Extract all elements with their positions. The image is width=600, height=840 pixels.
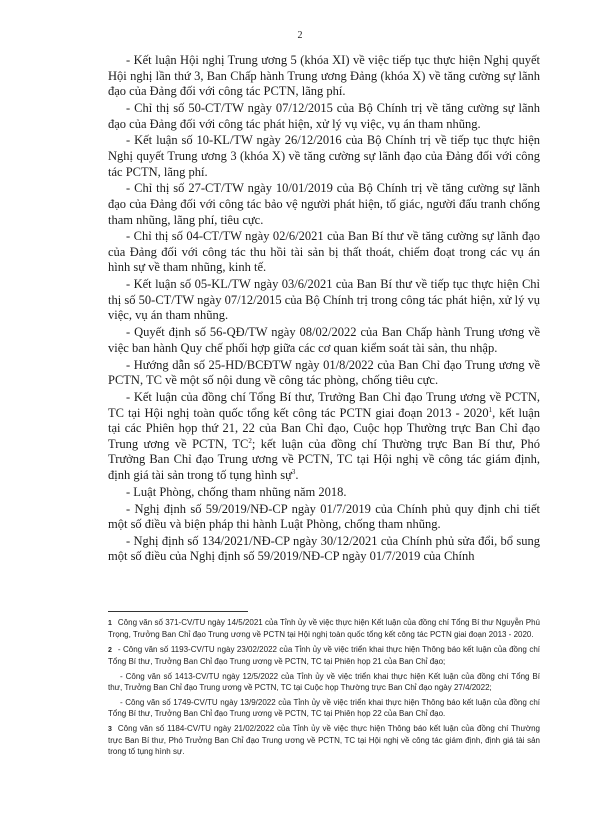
footnote-2 — [108, 644, 540, 667]
footnote-divider — [108, 611, 248, 612]
paragraph-conclusion-tw5: - Kết luận Hội nghị Trung ương 5 (khóa XI) về việc tiếp tục thực hiện Nghị quyết Hội nghị lần thứ 3, Ban Chấp hành Trung ương Đảng (khóa X) về tăng cường sự lãnh đạo của Đảng đối với công tác PCTN, lãng phí. — [108, 53, 540, 99]
footnote-3-text: Công văn số 1184-CV/TU ngày 21/02/2022 của Tỉnh ủy về việc thực hiện Thông báo kết luận của đồng chí Thường trực Ban Bí thư, Phó Trưởng Ban Chỉ đạo Trung ương về PCTN, TC tại Hội nghị về công tác giám định, định giá tài sản trong tố tụng hình sự. — [108, 723, 540, 757]
footnote-ref-1[interactable]: 1 — [488, 405, 493, 414]
footnote-2-sub-2: - Công văn số 1749-CV/TU ngày 13/9/2022 của Tỉnh ủy về việc triển khai thực hiện Thông báo kết luận của đồng chí Tổng Bí thư, Trưởng Ban Chỉ đạo Trung ương về PCTN, TC tại Phiên họp 22 của Ban Chỉ đạo. — [108, 697, 540, 718]
footnote-1 — [108, 617, 540, 640]
conclusion-text-2: , kết luận tại các Phiên họp thứ 21, 22 của Ban Chỉ đạo, Cuộc họp Thường trực Ban Chỉ đạo Trung ương về PCTN, TC — [108, 405, 541, 451]
footnote-2-sub-1: - Công văn số 1413-CV/TU ngày 12/5/2022 của Tỉnh ủy về việc triển khai thực hiện Kết luận của đồng chí Tổng Bí thư, Trưởng Ban Chỉ đạo Trung ương về PCTN, TC tại Cuộc họp Thường trực Ban Chỉ đạo ngày 27/4/2022; — [108, 671, 540, 693]
paragraph-conclusion-05: - Kết luận số 05-KL/TW ngày 03/6/2021 của Ban Bí thư về tiếp tục thực hiện Chỉ thị số 50-CT/TW ngày 07/12/2015 của Bộ Chính trị trong công tác phát hiện, xử lý vụ việc, vụ án tham nhũng. — [108, 277, 540, 323]
paragraph-general-secretary-conclusion — [108, 390, 540, 484]
document-body — [108, 53, 540, 566]
footnote-1-text: Công văn số 371-CV/TU ngày 14/5/2021 của Tỉnh ủy về việc thực hiện Kết luận của đồng chí Tổng Bí thư Nguyễn Phú Trọng, Trưởng Ban Chỉ đạo Trung ương về PCTN tại Hội nghị toàn quốc tổng kết công tác PCTN giai đoạn 2013 - 2020. — [108, 618, 540, 640]
footnote-2-text: - Công văn số 1193-CV/TU ngày 23/02/2022 của Tỉnh ủy về việc triển khai thực hiện Thông báo kết luận của đồng chí Tổng Bí thư, Trưởng Ban Chỉ đạo Trung ương về PCTN, TC tại Phiên họp 21 của Ban Chỉ đạo; — [108, 644, 540, 667]
footnotes — [108, 617, 540, 761]
conclusion-text-1: - Kết luận của đồng chí Tổng Bí thư, Trưởng Ban Chỉ đạo Trung ương về PCTN, TC tại Hội nghị toàn quốc tổng kết công tác PCTN giai đoạn 2013 - 2020 — [108, 389, 540, 420]
page-number: 2 — [297, 30, 303, 41]
conclusion-text-4: . — [295, 467, 299, 482]
footnote-ref-3[interactable]: 3 — [291, 467, 296, 476]
paragraph-directive-50: - Chỉ thị số 50-CT/TW ngày 07/12/2015 của Bộ Chính trị về tăng cường sự lãnh đạo của Đảng đối với công tác phát hiện, xử lý vụ việc, vụ án tham nhũng. — [108, 100, 540, 131]
paragraph-guideline-25: - Hướng dẫn số 25-HD/BCĐTW ngày 01/8/2022 của Ban Chỉ đạo Trung ương về PCTN, TC về một số nội dung về công tác phòng, chống tiêu cực. — [108, 357, 540, 388]
footnote-3 — [108, 723, 540, 758]
paragraph-decree-134: - Nghị định số 134/2021/NĐ-CP ngày 30/12/2021 của Chính phủ sửa đổi, bổ sung một số điều của Nghị định số 59/2019/NĐ-CP ngày 01/7/2019 của Chính — [108, 533, 540, 564]
paragraph-anticorruption-law: - Luật Phòng, chống tham nhũng năm 2018. — [126, 484, 347, 499]
footnote-mark-2: 2 — [108, 646, 112, 654]
paragraph-directive-04: - Chỉ thị số 04-CT/TW ngày 02/6/2021 của Ban Bí thư về tăng cường sự lãnh đạo của Đảng đối với công tác thu hồi tài sản bị thất thoát, chiếm đoạt trong các vụ án hình sự về tham nhũng, kinh tế. — [108, 229, 540, 275]
conclusion-text-3: ; kết luận của đồng chí Thường trực Ban Bí thư, Phó Trưởng Ban Chỉ đạo Trung ương về PCTN, TC tại Hội nghị về công tác giám định, định giá tài sản trong tố tụng hình sự — [108, 436, 540, 482]
footnote-ref-2[interactable]: 2 — [248, 436, 252, 445]
paragraph-decision-56: - Quyết định số 56-QĐ/TW ngày 08/02/2022 của Ban Chấp hành Trung ương về việc ban hành Quy chế phối hợp giữa các cơ quan kiểm soát tài sản, thu nhập. — [108, 325, 540, 355]
paragraph-decree-59: - Nghị định số 59/2019/NĐ-CP ngày 01/7/2019 của Chính phủ quy định chi tiết một số điều và biện pháp thi hành Luật Phòng, chống tham nhũng. — [108, 501, 540, 532]
paragraph-conclusion-10: - Kết luận số 10-KL/TW ngày 26/12/2016 của Bộ Chính trị về tiếp tục thực hiện Nghị quyết Trung ương 3 (khóa X) về tăng cường sự lãnh đạo của Đảng đối với công tác PCTN, lãng phí. — [108, 133, 540, 179]
footnote-mark-1: 1 — [108, 620, 112, 627]
footnote-mark-3: 3 — [108, 725, 112, 733]
paragraph-directive-27: - Chỉ thị số 27-CT/TW ngày 10/01/2019 của Bộ Chính trị về tăng cường sự lãnh đạo của Đảng đối với công tác bảo vệ người phát hiện, tố giác, người đấu tranh chống tham nhũng, lãng phí, tiêu cực. — [108, 181, 540, 227]
